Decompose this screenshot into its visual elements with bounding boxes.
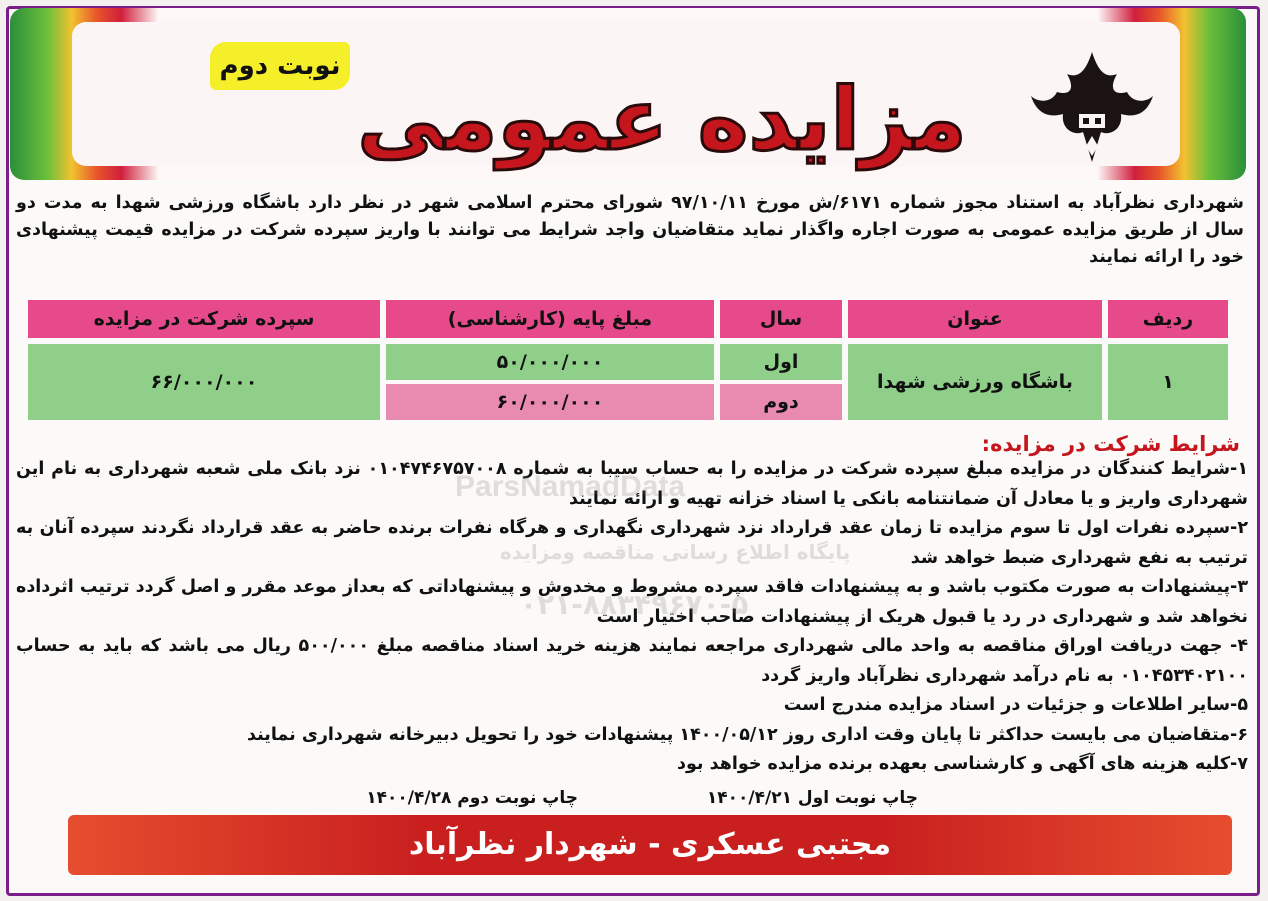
second-round-badge: نوبت دوم xyxy=(210,42,350,90)
condition-item: ۳-پیشنهادات به صورت مکتوب باشد و به پیشنهادات فاقد سپرده مشروط و مخدوش و پیشنهاداتی که بعداز موعد مقرر و اصل گردد ترتیب اثرداده نخواهد شد و شهرداری در رد یا قبول هریک از پیشنهادات صاحب اختیار است xyxy=(16,577,1248,627)
row-deposit: ۶۶/۰۰۰/۰۰۰ xyxy=(28,344,380,420)
auction-table xyxy=(28,300,1232,422)
footer-signature: مجتبی عسکری - شهردار نظرآباد xyxy=(408,827,892,862)
row-base-second: ۶۰/۰۰۰/۰۰۰ xyxy=(386,384,714,420)
condition-item: ۴- جهت دریافت اوراق مناقصه به واحد مالی شهرداری مراجعه نمایند هزینه خرید اسناد مناقصه مبلغ ۵۰۰/۰۰۰ ریال می باشد که باید به حساب ۰۱۰۴۵۳۴۰۲۱۰۰ به نام درآمد شهرداری نظرآباد واریز گردد xyxy=(16,636,1249,686)
watermark-line: پایگاه اطلاع رسانی مناقصه ومزایده xyxy=(500,540,851,564)
intro-paragraph: شهرداری نظرآباد به استناد مجوز شماره ۶۱۷۱/ش مورخ ۹۷/۱۰/۱۱ شورای محترم اسلامی شهر در نظر دارد باشگاه ورزشی شهدا به مدت دو سال از طریق مزایده عمومی به صورت اجاره واگذار نماید متقاضیان واجد شرایط می توانند با واریز سپرده شرکت در مزایده قیمت پیشنهادی خود را ارائه نمایند xyxy=(16,193,1245,267)
header-banner xyxy=(10,8,1246,180)
footer-banner xyxy=(68,815,1232,875)
condition-item: ۵-سایر اطلاعات و جزئیات در اسناد مزایده مندرج است xyxy=(783,695,1248,715)
header-row-num: ردیف xyxy=(1108,300,1228,338)
row-title: باشگاه ورزشی شهدا xyxy=(848,344,1102,420)
header-deposit: سپرده شرکت در مزایده xyxy=(28,300,380,338)
municipality-logo-icon xyxy=(1027,44,1157,174)
header-title: عنوان xyxy=(848,300,1102,338)
row-year-second: دوم xyxy=(720,384,842,420)
page-title: مزایده عمومی xyxy=(357,70,967,170)
header-inner xyxy=(72,22,1180,170)
first-print-date: چاپ نوبت اول ۱۴۰۰/۴/۲۱ xyxy=(706,788,918,808)
row-year-first: اول xyxy=(720,344,842,380)
row-base-first: ۵۰/۰۰۰/۰۰۰ xyxy=(386,344,714,380)
watermark-brand: ParsNamadData xyxy=(455,470,686,503)
watermark-phone: ۰۲۱-۸۸۳۴۹۶۷۰-۵ xyxy=(520,588,749,621)
condition-item: ۶-متقاضیان می بایست حداکثر تا پایان وقت اداری روز ۱۴۰۰/۰۵/۱۲ پیشنهادات خود را تحویل دبیرخانه شهرداری نمایند xyxy=(247,724,1248,745)
condition-item: ۷-کلیه هزینه های آگهی و کارشناسی بعهده برنده مزایده خواهد بود xyxy=(676,754,1248,774)
header-year: سال xyxy=(720,300,842,338)
conditions-title: شرایط شرکت در مزایده: xyxy=(981,432,1240,456)
condition-item: ۲-سپرده نفرات اول تا سوم مزایده تا زمان عقد قرارداد نزد شهرداری نگهداری و هرگاه نفرات برنده حاضر به عقد قرارداد نگردند سپرده آنان به ترتیب به نفع شهرداری ضبط خواهد شد xyxy=(16,518,1248,568)
header-base-price: مبلغ پایه (کارشناسی) xyxy=(386,300,714,338)
row-number: ۱ xyxy=(1108,344,1228,420)
condition-item: ۱-شرایط کنندگان در مزایده مبلغ سپرده شرکت در مزایده را به حساب سیبا به شماره ۰۱۰۴۷۴۶۷۵۷۰۰۸ نزد بانک ملی شعبه شهرداری به نام این شهرداری واریز و یا معادل آن ضمانتنامه بانکی یا اسناد خزانه تهیه و ارائه نمایند xyxy=(16,459,1248,509)
conditions-list xyxy=(16,455,1248,780)
second-print-date: چاپ نوبت دوم ۱۴۰۰/۴/۲۸ xyxy=(366,788,578,808)
